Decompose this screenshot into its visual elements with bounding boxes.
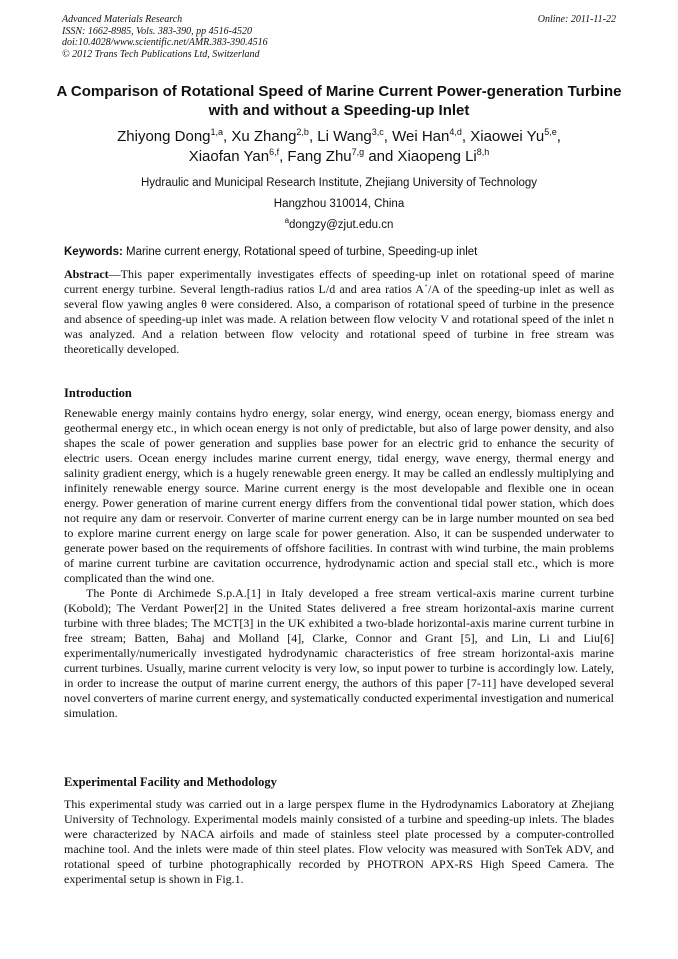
- affiliation-institute: Hydraulic and Municipal Research Institute, Zhejiang University of Technology: [140, 177, 538, 189]
- author-list: [50, 127, 628, 167]
- author-affiliation-sup: 7,g: [351, 147, 365, 157]
- author-name: Xiaopeng Li: [397, 148, 477, 165]
- author-separator: ,: [556, 128, 561, 145]
- keywords-label: Keywords:: [64, 246, 123, 258]
- introduction-paragraph-1: Renewable energy mainly contains hydro energy, solar energy, wind energy, ocean energy, biomass energy and geothermal energy etc., in which ocean energy is not only of predictable, but also of large power density, and also shapes the scale of power generation and supplies base power for an electric grid to enhance the security of electric users. Ocean energy includes marine current energy, tidal energy, wave energy, thermal energy and salinity gradient energy, which is a hugely renewable green energy. It may be called an endlessly multiplying and infinitely renewable energy source. Marine current energy is the most developable and flexible one in ocean energy. Power generation of marine current energy differs from the conventional tidal power station, which does not require any dam or reservoir. Converter of marine current energy can be in large number mounted on sea bed to explore marine current energy on large scale for power generation. Also, it can be suspended underwater to generate power based on the requirements of offshore facilities. In contrast with wind turbine, the main problems of marine current turbine are cavitation occurrence, hydrodynamic action and special stall etc., which is more complicated than the wind one.: [64, 406, 614, 585]
- author-affiliation-sup: 3,c: [371, 127, 384, 137]
- author-separator: ,: [461, 128, 471, 145]
- author-affiliation-sup: 8,h: [476, 147, 490, 157]
- author-name: Zhiyong Dong: [117, 128, 211, 145]
- online-date: Online: 2011-11-22: [537, 14, 616, 25]
- author-separator: ,: [308, 128, 318, 145]
- journal-name: Advanced Materials Research: [62, 14, 183, 25]
- author-name: Xiaowei Yu: [470, 128, 545, 145]
- email-text: dongzy@zjut.edu.cn: [289, 219, 394, 231]
- author-affiliation-sup: 4,d: [449, 127, 462, 137]
- keywords: [64, 245, 624, 259]
- affiliation-city: Hangzhou 310014, China: [273, 198, 405, 210]
- introduction-paragraph-2: The Ponte di Archimede S.p.A.[1] in Italy developed a free stream vertical-axis marine current turbine (Kobold); The Verdant Power[2] in the United States delivered a free stream horizontal-axis marine current turbine with three blades; The MCT[3] in the UK exhibited a two-blade horizontal-axis marine current turbine in free stream; Batten, Bahaj and Molland [4], Clarke, Connor and Grant [5], and Lin, Li and Liu[6] experimentally/numerically investigated hydrodynamic characteristics of free stream horizontal-axis marine current turbines. Usually, marine current velocity is very low, so input power to turbine is accordingly low. Lately, in order to increase the output of marine current energy, the authors of this paper [7-11] have developed several novel converters of marine current energy, and systematically conducted experimental investigation and numerical simulation.: [64, 586, 614, 720]
- author-affiliation-sup: 6,f: [269, 147, 280, 157]
- author-affiliation-sup: 1,a: [210, 127, 224, 137]
- introduction-heading: Introduction: [64, 386, 132, 400]
- author-name: Fang Zhu: [287, 148, 352, 165]
- journal-header: [62, 14, 616, 60]
- keywords-text: Marine current energy, Rotational speed of turbine, Speeding-up inlet: [122, 246, 478, 258]
- author-name: Li Wang: [317, 128, 372, 145]
- author-separator: and: [364, 148, 398, 165]
- author-name: Wei Han: [392, 128, 450, 145]
- author-affiliation-sup: 5,e: [544, 127, 557, 137]
- issn-line: ISSN: 1662-8985, Vols. 383-390, pp 4516-4520: [62, 25, 252, 37]
- author-separator: ,: [223, 128, 232, 145]
- abstract-text: —This paper experimentally investigates effects of speeding-up inlet on rotational speed of marine current energy turbine. Several length-radius ratios L/d and area ratios A´/A of the speeding-up inlet as well as several flow yawing angles θ were considered. Also, a comparison of rotational speed of turbine in the presence and absence of speeding-up inlet was made. A relation between flow velocity V and rotational speed of the inlet n was analyzed. And a relation between flow velocity and rotational speed of turbine in free stream was theoretically developed.: [64, 267, 614, 356]
- author-separator: ,: [383, 128, 393, 145]
- author-name: Xiaofan Yan: [188, 148, 270, 165]
- methodology-heading: Experimental Facility and Methodology: [64, 775, 277, 789]
- paper-title: A Comparison of Rotational Speed of Marine Current Power-generation Turbine with and without a Speeding-up Inlet: [56, 83, 622, 119]
- abstract: [64, 267, 614, 357]
- methodology-body: [64, 797, 614, 887]
- methodology-paragraph-1: This experimental study was carried out in a large perspex flume in the Hydrodynamics Laboratory at Zhejiang University of Technology. Experimental models mainly consisted of a turbine and speeding-up inlets. The blades were characterized by NACA airfoils and made of stainless steel plate processed by a computer-controlled machine tool. And the inlets were made of thin steel plates. Flow velocity was measured with SonTek ADV, and rotational speed of turbine photographically recorded by PHOTRON APX-RS High Speed Camera. The experimental setup is shown in Fig.1.: [64, 797, 614, 886]
- author-separator: ,: [279, 148, 288, 165]
- email-sup: a: [284, 216, 290, 225]
- author-affiliation-sup: 2,b: [296, 127, 309, 137]
- abstract-label: Abstract: [64, 267, 109, 281]
- introduction-body: [64, 406, 614, 721]
- doi-line: doi:10.4028/www.scientific.net/AMR.383-390.4516: [62, 37, 268, 49]
- copyright-line: © 2012 Trans Tech Publications Ltd, Switzerland: [62, 48, 260, 60]
- affiliation-email: [50, 218, 628, 232]
- author-name: Xu Zhang: [231, 128, 297, 145]
